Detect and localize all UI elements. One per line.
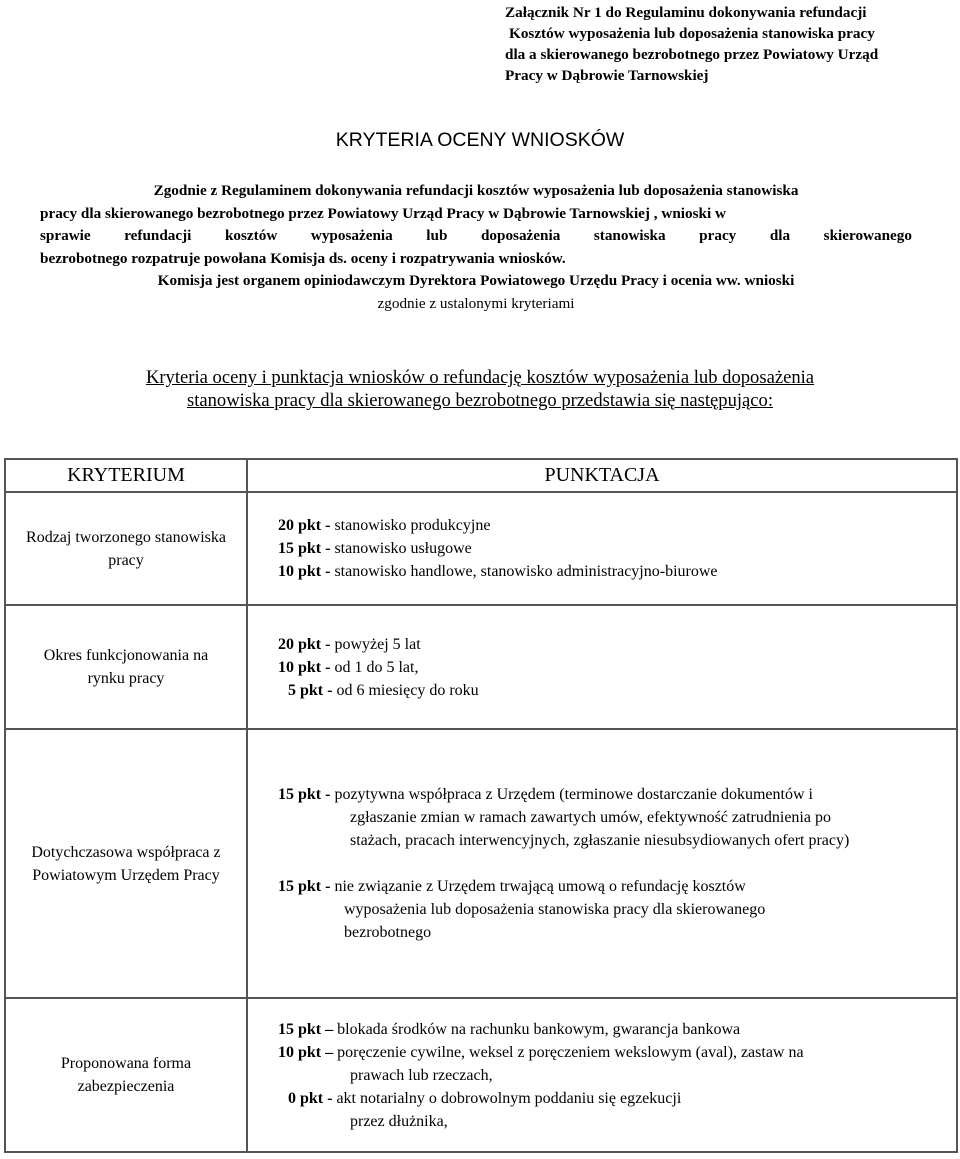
score-points: 10 pkt: [278, 563, 322, 580]
intro-line: pracy dla skierowanego bezrobotnego przez Powiatowy Urząd Pracy w Dąbrowie Tarnowskiej , wnioski w: [40, 204, 726, 222]
score-description: poręczenie cywilne, weksel z poręczeniem wekslowym (aval), zastaw na: [337, 1043, 804, 1061]
annex-line: Załącznik Nr 1 do Regulaminu dokonywania refundacji: [505, 4, 867, 21]
score-points: 0 pkt: [288, 1089, 324, 1107]
score-separator: –: [321, 1020, 338, 1038]
score-continuation: stażach, pracach interwencyjnych, zgłaszanie niesubsydiowanych ofert pracy): [350, 832, 850, 849]
table-row: [5, 998, 957, 1152]
score-description: blokada środków na rachunku bankowym, gwarancja bankowa: [337, 1020, 741, 1038]
score-entry: [278, 1041, 956, 1064]
score-entry: [278, 1018, 956, 1041]
annex-header: [505, 2, 955, 86]
score-points: 20 pkt: [278, 635, 322, 653]
score-description: stanowisko produkcyjne: [334, 517, 491, 534]
score-continuation: prawach lub rzeczach,: [350, 1066, 493, 1084]
score-separator: -: [321, 878, 335, 895]
intro-line: bezrobotnego rozpatruje powołana Komisja ds. oceny i rozpatrywania wniosków.: [40, 249, 566, 267]
score-separator: -: [321, 635, 335, 653]
score-separator: -: [323, 1089, 337, 1107]
points-cell: [247, 729, 957, 998]
score-description: stanowisko usługowe: [334, 540, 472, 557]
score-separator: -: [321, 540, 335, 557]
score-separator: -: [321, 658, 335, 676]
score-continuation: wyposażenia lub doposażenia stanowiska pracy dla skierowanego: [344, 901, 766, 918]
score-points: 15 pkt: [278, 786, 322, 803]
score-entry: [278, 1087, 956, 1110]
header-points: PUNKTACJA: [247, 459, 957, 492]
points-cell: [247, 492, 957, 605]
criterion-cell: Okres funkcjonowania na rynku pracy: [5, 605, 247, 729]
commission-line: Komisja jest organem opiniodawczym Dyrektora Powiatowego Urzędu Pracy i ocenia ww. wnioski: [157, 272, 795, 289]
score-entry: [278, 783, 956, 806]
score-description: stanowisko handlowe, stanowisko administracyjno-biurowe: [334, 563, 718, 580]
subheading-line: stanowiska pracy dla skierowanego bezrobotnego przedstawia się następująco:: [186, 390, 773, 411]
annex-line: Pracy w Dąbrowie Tarnowskiej: [505, 67, 709, 84]
score-separator: –: [321, 1043, 338, 1061]
score-description: od 1 do 5 lat,: [334, 658, 419, 676]
score-separator: -: [321, 517, 335, 534]
table-row: [5, 605, 957, 729]
score-points: 10 pkt: [278, 658, 322, 676]
score-separator: -: [321, 786, 335, 803]
score-entry: [278, 514, 956, 537]
intro-text: [40, 180, 912, 315]
criterion-cell: Dotychczasowa współpraca z Powiatowym Urzędem Pracy: [5, 729, 247, 998]
table-header-row: [5, 459, 957, 492]
score-points: 10 pkt: [278, 1043, 322, 1061]
intro-line: sprawie refundacji kosztów wyposażenia lub doposażenia stanowiska pracy dla skierowanego: [40, 227, 912, 244]
score-separator: -: [323, 681, 337, 699]
table-row: [5, 729, 957, 998]
score-entry: [278, 679, 956, 702]
spacer: [278, 852, 956, 875]
score-points: 15 pkt: [278, 540, 322, 557]
score-points: 5 pkt: [288, 681, 324, 699]
score-continuation: bezrobotnego: [344, 924, 432, 941]
commission-paragraph: [40, 270, 912, 315]
score-description: powyżej 5 lat: [334, 635, 421, 653]
table-row: [5, 492, 957, 605]
header-criterion: KRYTERIUM: [5, 459, 247, 492]
commission-line-plain: zgodnie z ustalonymi kryteriami: [377, 294, 575, 312]
page-title: KRYTERIA OCENY WNIOSKÓW: [335, 129, 625, 151]
score-points: 15 pkt: [278, 878, 322, 895]
score-description: od 6 miesięcy do roku: [336, 681, 479, 699]
intro-line: Zgodnie z Regulaminem dokonywania refundacji kosztów wyposażenia lub doposażenia stanowiska: [153, 182, 799, 199]
criterion-cell: Proponowana forma zabezpieczenia: [5, 998, 247, 1152]
subheading-line: Kryteria oceny i punktacja wniosków o refundację kosztów wyposażenia lub doposażenia: [145, 367, 815, 388]
intro-paragraph: [40, 180, 912, 270]
points-cell: [247, 605, 957, 729]
annex-line: Kosztów wyposażenia lub doposażenia stanowiska pracy: [509, 25, 875, 42]
score-entry: [278, 875, 956, 898]
score-entry: [278, 560, 956, 583]
points-cell: [247, 998, 957, 1152]
score-entry: [278, 633, 956, 656]
score-continuation: przez dłużnika,: [350, 1112, 448, 1130]
score-separator: -: [321, 563, 335, 580]
score-continuation: zgłaszanie zmian w ramach zawartych umów, efektywność zatrudnienia po: [350, 809, 831, 826]
annex-line: dla a skierowanego bezrobotnego przez Powiatowy Urząd: [505, 46, 879, 63]
score-description: akt notarialny o dobrowolnym poddaniu się egzekucji: [336, 1089, 682, 1107]
score-description: pozytywna współpraca z Urzędem (terminowe dostarczanie dokumentów i: [334, 786, 813, 803]
score-entry: [278, 656, 956, 679]
score-points: 15 pkt: [278, 1020, 322, 1038]
score-entry: [278, 537, 956, 560]
score-points: 20 pkt: [278, 517, 322, 534]
score-description: nie związanie z Urzędem trwającą umową o refundację kosztów: [334, 878, 746, 895]
criteria-table: [4, 458, 958, 1153]
criterion-cell: Rodzaj tworzonego stanowiska pracy: [5, 492, 247, 605]
criteria-subheading: [40, 366, 920, 412]
